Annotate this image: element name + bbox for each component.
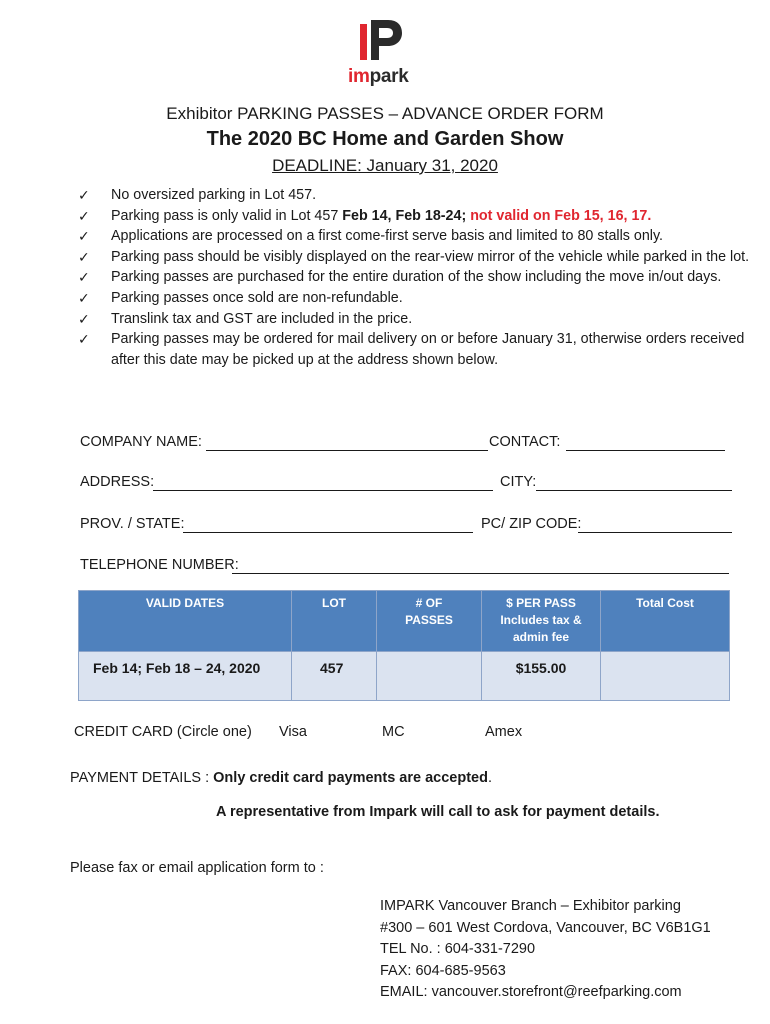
contact-line-address: #300 – 601 West Cordova, Vancouver, BC V6B1G1 bbox=[380, 919, 711, 936]
header-lot: LOT bbox=[292, 591, 377, 652]
company-name-label: COMPANY NAME: bbox=[80, 434, 202, 450]
row-valid-dates: Feb 14; Feb 18 – 24, 2020 bbox=[79, 652, 292, 701]
rule-item: ✓ Translink tax and GST are included in the price. bbox=[78, 309, 758, 330]
show-title: The 2020 BC Home and Garden Show bbox=[206, 128, 564, 150]
rule-item: ✓ Parking passes once sold are non-refundable. bbox=[78, 288, 758, 309]
visa-option[interactable]: Visa bbox=[279, 724, 307, 740]
rule-item: ✓ Parking passes may be ordered for mail delivery on or before January 31, otherwise orders received after this date may be picked up at the address shown below. bbox=[78, 329, 758, 370]
row-lot: 457 bbox=[292, 652, 377, 701]
company-name-field[interactable] bbox=[206, 450, 488, 451]
header-price-per-pass: $ PER PASS Includes tax & admin fee bbox=[482, 591, 601, 652]
rule-item: ✓ Parking passes are purchased for the entire duration of the show including the move in/out days. bbox=[78, 267, 758, 288]
form-title: Exhibitor PARKING PASSES – ADVANCE ORDER FORM bbox=[166, 104, 604, 123]
contact-line-tel: TEL No. : 604-331-7290 bbox=[380, 941, 536, 958]
zip-code-label: PC/ ZIP CODE: bbox=[481, 516, 582, 532]
city-field[interactable] bbox=[536, 490, 732, 491]
contact-line-email[interactable]: EMAIL: vancouver.storefront@reefparking.com bbox=[380, 984, 682, 1001]
submission-intro: Please fax or email application form to : bbox=[70, 860, 324, 876]
table-header-row bbox=[79, 591, 730, 652]
prov-state-label: PROV. / STATE: bbox=[80, 516, 185, 532]
telephone-label: TELEPHONE NUMBER: bbox=[80, 557, 239, 573]
deadline: DEADLINE: January 31, 2020 bbox=[272, 156, 498, 175]
header-total-cost: Total Cost bbox=[601, 591, 730, 652]
payment-details: PAYMENT DETAILS : Only credit card payments are accepted. bbox=[70, 770, 493, 786]
row-price: $155.00 bbox=[482, 652, 601, 701]
mc-option[interactable]: MC bbox=[382, 724, 405, 740]
amex-option[interactable]: Amex bbox=[485, 724, 523, 740]
header-num-passes: # OF PASSES bbox=[377, 591, 482, 652]
header-valid-dates: VALID DATES bbox=[79, 591, 292, 652]
contact-line-branch: IMPARK Vancouver Branch – Exhibitor parking bbox=[380, 898, 681, 914]
rules-list bbox=[78, 185, 758, 370]
impark-logo-icon bbox=[358, 16, 404, 62]
prov-state-field[interactable] bbox=[183, 532, 473, 533]
contact-line-fax: FAX: 604-685-9563 bbox=[380, 962, 506, 979]
rule-item: ✓ Parking pass should be visibly displayed on the rear-view mirror of the vehicle while parked in the lot. bbox=[78, 247, 758, 268]
row-total-cost-input[interactable] bbox=[601, 652, 730, 701]
order-table bbox=[78, 590, 730, 701]
contact-label: CONTACT: bbox=[489, 434, 561, 450]
table-row bbox=[79, 652, 730, 701]
rule-item: ✓ Applications are processed on a first come-first serve basis and limited to 80 stalls only. bbox=[78, 226, 758, 247]
address-field[interactable] bbox=[153, 490, 493, 491]
credit-card-label: CREDIT CARD (Circle one) bbox=[74, 724, 252, 740]
zip-code-field[interactable] bbox=[578, 532, 732, 533]
city-label: CITY: bbox=[500, 474, 537, 490]
row-num-passes-input[interactable] bbox=[377, 652, 482, 701]
representative-note: A representative from Impark will call to ask for payment details. bbox=[216, 804, 660, 820]
address-label: ADDRESS: bbox=[80, 474, 155, 490]
rule-item: ✓ No oversized parking in Lot 457. bbox=[78, 185, 758, 206]
rule-item: ✓ Parking pass is only valid in Lot 457 Feb 14, Feb 18-24; not valid on Feb 15, 16, 17. bbox=[78, 206, 758, 227]
telephone-field[interactable] bbox=[232, 573, 729, 574]
contact-address-block bbox=[380, 896, 711, 1004]
impark-logo-text: impark bbox=[348, 66, 409, 87]
contact-field[interactable] bbox=[566, 450, 725, 451]
